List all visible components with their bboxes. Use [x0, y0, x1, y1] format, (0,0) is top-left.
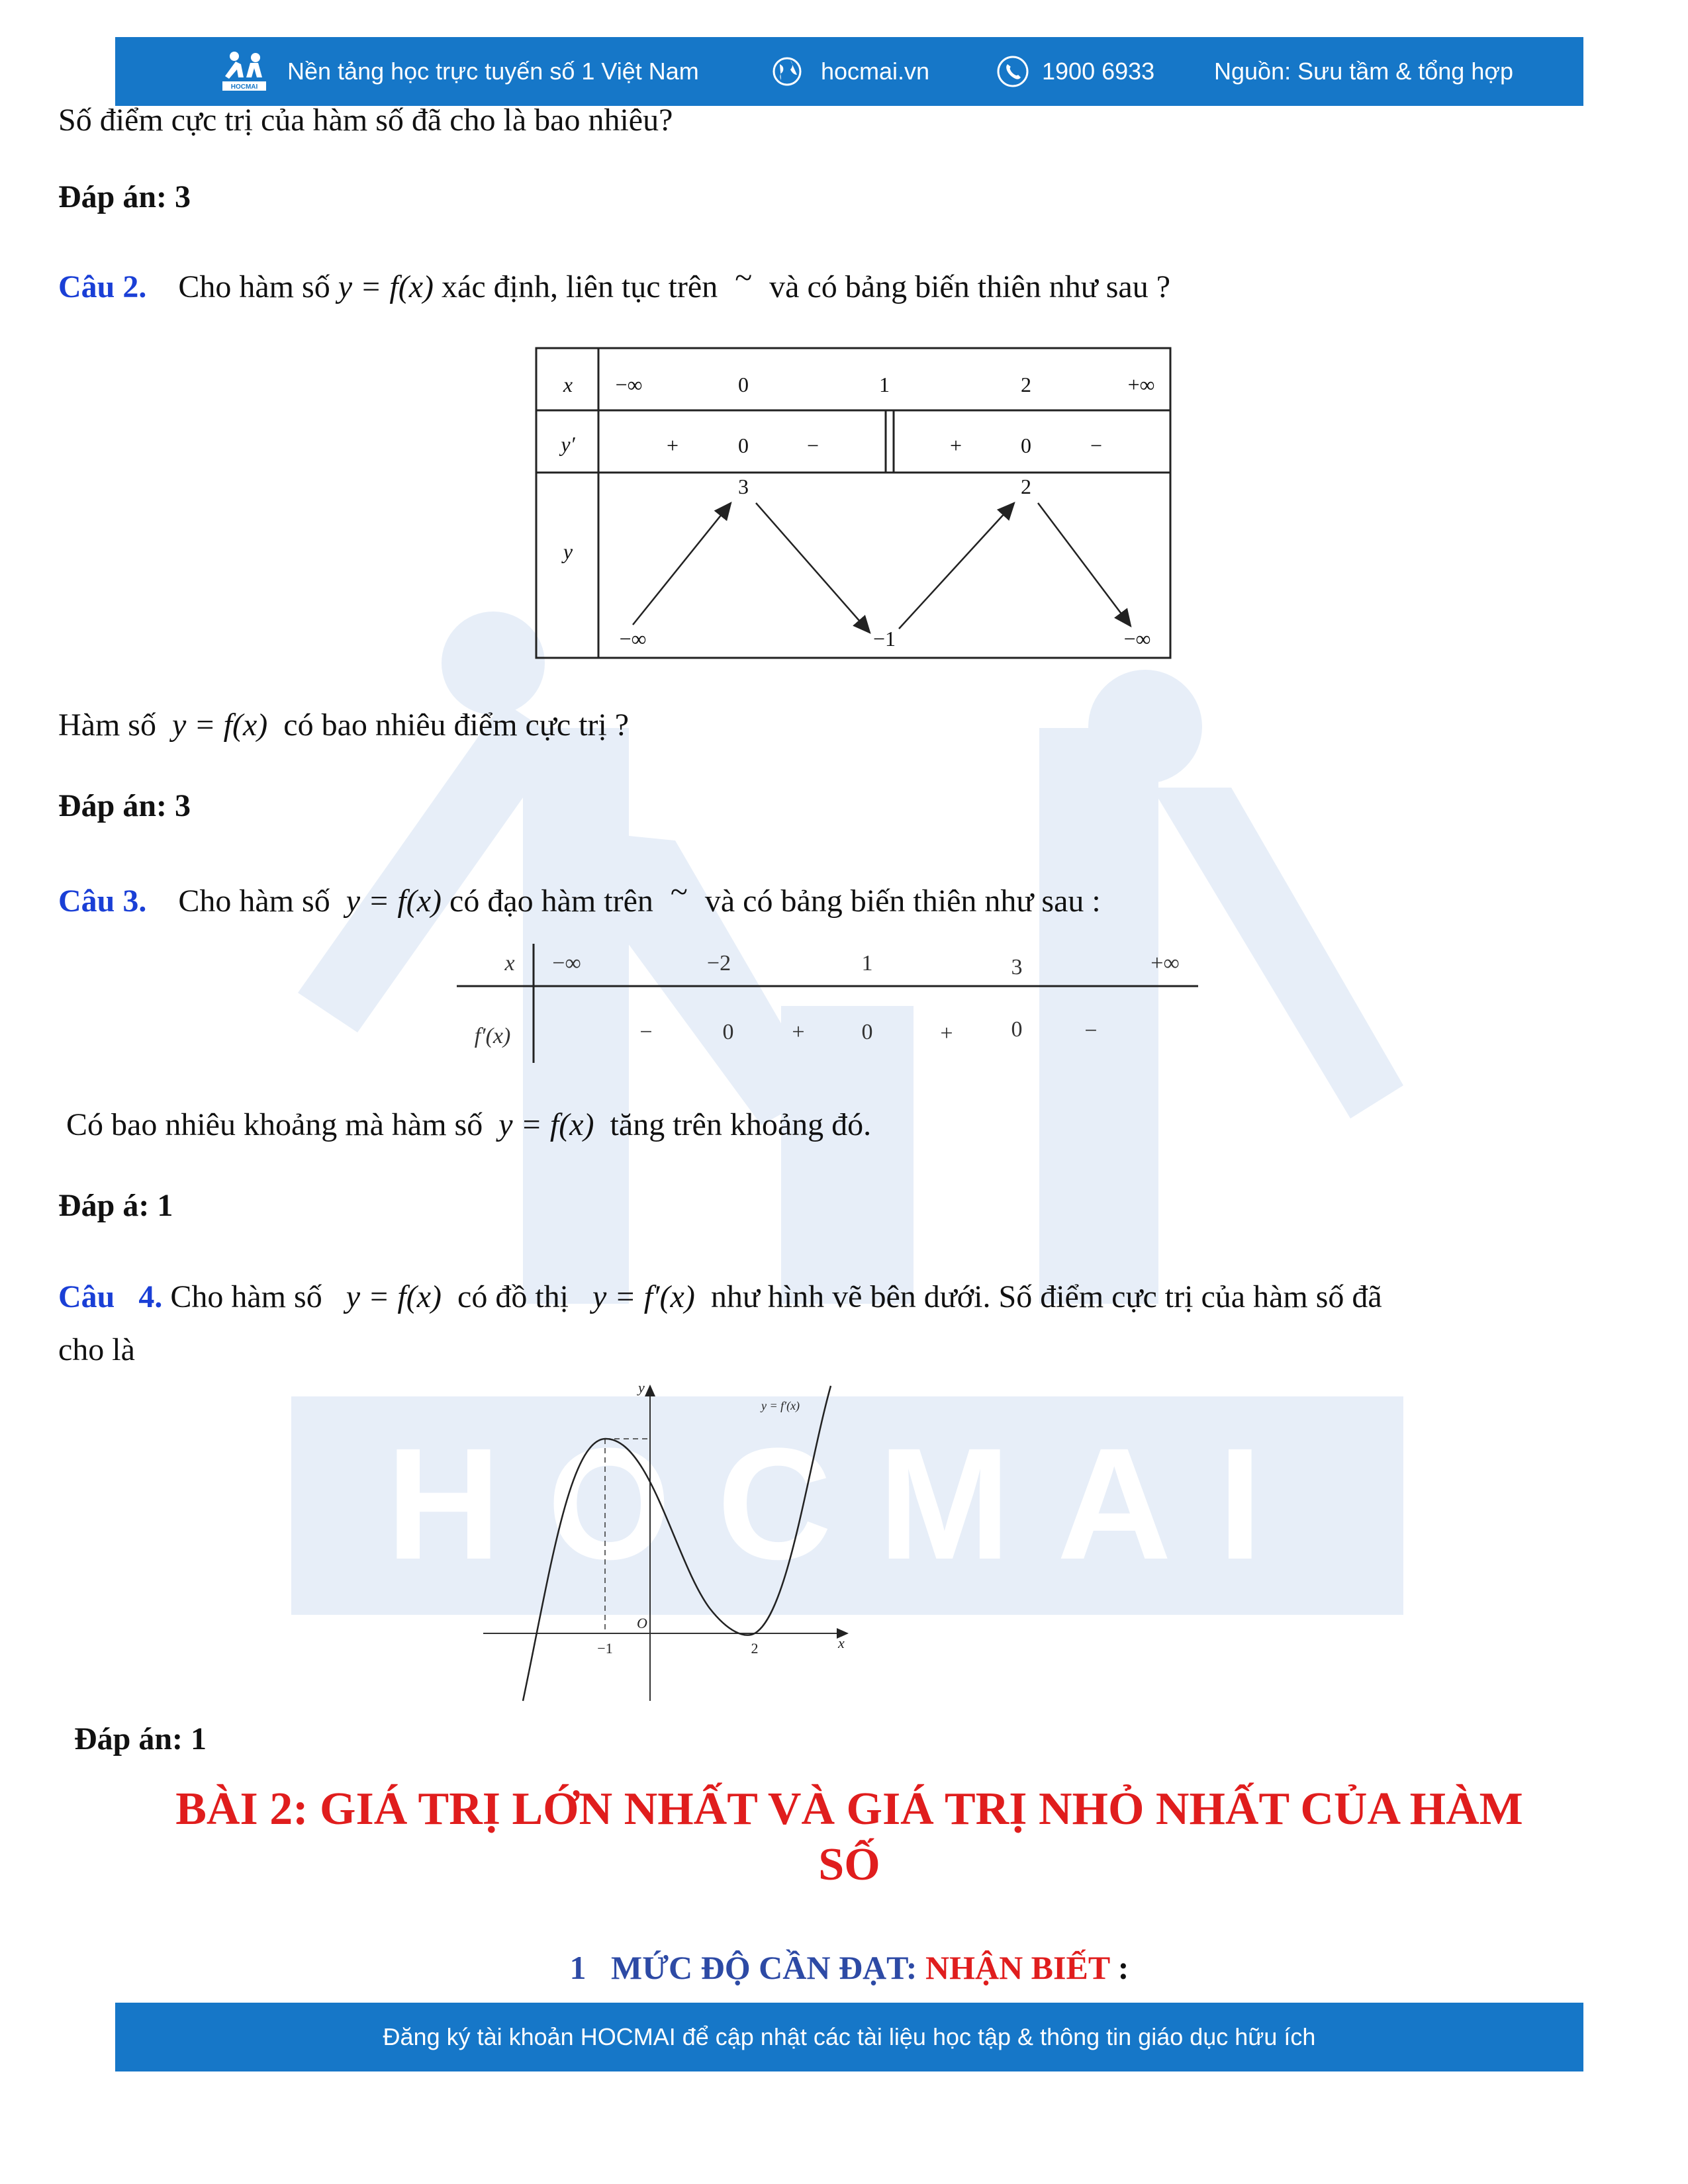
- q3-question-tail: tăng trên khoảng đó.: [610, 1107, 872, 1142]
- q4-statement: [58, 1277, 1382, 1317]
- q4-label: Câu: [58, 1279, 115, 1314]
- section-title-line1: BÀI 2: GIÁ TRỊ LỚN NHẤT VÀ GIÁ TRỊ NHỎ NHẤT CỦA HÀM: [175, 1784, 1523, 1835]
- phone-link[interactable]: [996, 37, 1154, 106]
- x-tick-2: 2: [751, 1640, 759, 1657]
- q1-answer: Đáp án: 3: [58, 179, 191, 214]
- q4-number: 4.: [138, 1279, 163, 1314]
- q3-text-1: Cho hàm số: [178, 884, 330, 919]
- q3-row-x: x: [504, 951, 515, 976]
- q4-text-4: cho là: [58, 1332, 135, 1367]
- q3-x-2: 1: [861, 951, 873, 976]
- q3-answer: Đáp á: 1: [58, 1188, 173, 1223]
- source-text: Nguồn: Sưu tầm & tổng hợp: [1214, 58, 1513, 85]
- q3-sign-2: +: [792, 1020, 805, 1044]
- q2-question: [58, 705, 629, 745]
- q3-x-1: −2: [706, 951, 731, 976]
- q4-text-3: như hình vẽ bên dưới. Số điểm cực trị của hàm số đã: [710, 1279, 1382, 1314]
- q2-sign-5: −: [1090, 433, 1103, 457]
- phone-icon: [996, 54, 1030, 89]
- footer-text: Đăng ký tài khoản HOCMAI để cập nhật các tài liệu học tập & thông tin giáo dục hữu ích: [383, 2023, 1316, 2050]
- q2-arrow-up-1: [633, 503, 731, 625]
- derivative-curve: [523, 1386, 831, 1701]
- sub-level: NHẬN BIẾT: [925, 1949, 1110, 1986]
- q2-text-3: và có bảng biến thiên như sau ?: [769, 269, 1171, 304]
- svg-text:HOCMAI: HOCMAI: [230, 83, 258, 91]
- q4-derivative-graph: [477, 1377, 861, 1707]
- q4-answer: Đáp án: 1: [74, 1721, 207, 1756]
- q2-variation-table: [535, 347, 1176, 662]
- q2-sign-2: −: [806, 433, 820, 457]
- sub-colon: :: [1117, 1949, 1129, 1986]
- q3-x-0: −∞: [552, 951, 581, 976]
- q2-answer: Đáp án: 3: [58, 788, 191, 823]
- q4-func: y = f(x): [346, 1279, 442, 1314]
- q3-sign-3: 0: [861, 1020, 873, 1044]
- q3-sign-0: −: [639, 1020, 653, 1044]
- curve-label: y = f′(x): [761, 1399, 800, 1412]
- header-bar: [115, 37, 1583, 106]
- q3-x-3: 3: [1011, 955, 1023, 979]
- q3-question-func: y = f(x): [498, 1107, 594, 1142]
- q2-row-yprime: y′: [561, 432, 575, 456]
- q2-text-2: xác định, liên tục trên: [442, 269, 718, 304]
- q2-row-y: y: [563, 539, 573, 563]
- q4-text-2: có đồ thị: [457, 1279, 569, 1314]
- q3-sign-1: 0: [722, 1020, 734, 1044]
- q3-domain-symbol: ~: [670, 874, 688, 909]
- q2-arrow-down-1: [756, 503, 870, 633]
- q2-arrow-up-2: [899, 503, 1014, 629]
- globe-icon: [771, 55, 804, 88]
- q3-text-3: và có bảng biến thiên như sau :: [704, 884, 1101, 919]
- sub-number: 1: [569, 1949, 586, 1986]
- q2-x-4: +∞: [1127, 373, 1155, 396]
- q2-sign-4: 0: [1021, 433, 1031, 457]
- section-subtitle: [115, 1948, 1583, 1987]
- q3-x-4: +∞: [1150, 951, 1180, 976]
- q2-label: Câu 2.: [58, 269, 147, 304]
- x-axis-label: x: [838, 1635, 845, 1651]
- section-title-line2: SỐ: [818, 1839, 880, 1890]
- q3-sign-6: −: [1084, 1019, 1098, 1043]
- q2-statement: [58, 258, 1170, 307]
- header-slogan: Nền tảng học trực tuyến số 1 Việt Nam: [287, 58, 699, 85]
- q2-y-3: 2: [1021, 475, 1031, 498]
- origin-label: O: [637, 1615, 647, 1631]
- q2-row-x: x: [563, 373, 573, 396]
- watermark-text: HOCMAI: [386, 1415, 1309, 1592]
- q2-domain-symbol: ~: [735, 260, 753, 295]
- q2-question-text: Hàm số: [58, 707, 156, 743]
- q2-question-func: y = f(x): [171, 707, 268, 743]
- q3-question: [66, 1105, 871, 1145]
- q2-x-1: 0: [738, 373, 749, 396]
- q2-sign-1: 0: [738, 433, 749, 457]
- q2-sign-0: +: [666, 433, 679, 457]
- sub-label: MỨC ĐỘ CẦN ĐẠT:: [611, 1949, 917, 1986]
- q2-x-2: 1: [879, 373, 890, 396]
- website-link[interactable]: [771, 37, 929, 106]
- q3-statement: [58, 872, 1101, 921]
- q3-question-text: Có bao nhiêu khoảng mà hàm số: [66, 1107, 483, 1142]
- q4-graph-func: y = f′(x): [592, 1279, 695, 1314]
- q2-question-tail: có bao nhiêu điểm cực trị ?: [283, 707, 630, 743]
- hocmai-logo-icon: [221, 48, 267, 95]
- q2-func: y = f(x): [338, 269, 434, 304]
- phone-text: 1900 6933: [1042, 58, 1155, 85]
- q2-y-0: −∞: [619, 627, 647, 651]
- q3-text-2: có đạo hàm trên: [449, 884, 653, 919]
- q2-y-4: −∞: [1123, 627, 1151, 651]
- y-axis-label: y: [638, 1379, 645, 1396]
- q3-sign-table: [457, 933, 1211, 1066]
- q3-row-fprime: f′(x): [474, 1024, 511, 1048]
- q3-sign-4: +: [940, 1021, 953, 1046]
- q4-text-1: Cho hàm số: [170, 1279, 322, 1314]
- q1-question-tail: Số điểm cực trị của hàm số đã cho là bao nhiêu?: [58, 103, 673, 138]
- footer-bar[interactable]: [115, 2003, 1583, 2071]
- x-tick-neg1: −1: [597, 1640, 613, 1657]
- q3-func: y = f(x): [346, 884, 442, 919]
- q3-label: Câu 3.: [58, 884, 147, 919]
- q2-arrow-down-2: [1038, 503, 1131, 626]
- website-text: hocmai.vn: [821, 58, 930, 85]
- q3-sign-5: 0: [1011, 1017, 1023, 1042]
- q2-y-1: 3: [738, 475, 749, 498]
- q2-x-0: −∞: [615, 373, 643, 396]
- hocmai-logo[interactable]: [221, 37, 267, 106]
- q2-y-2: −1: [872, 627, 896, 651]
- q2-x-3: 2: [1021, 373, 1031, 396]
- q2-sign-3: +: [949, 433, 962, 457]
- q2-text-1: Cho hàm số: [178, 269, 330, 304]
